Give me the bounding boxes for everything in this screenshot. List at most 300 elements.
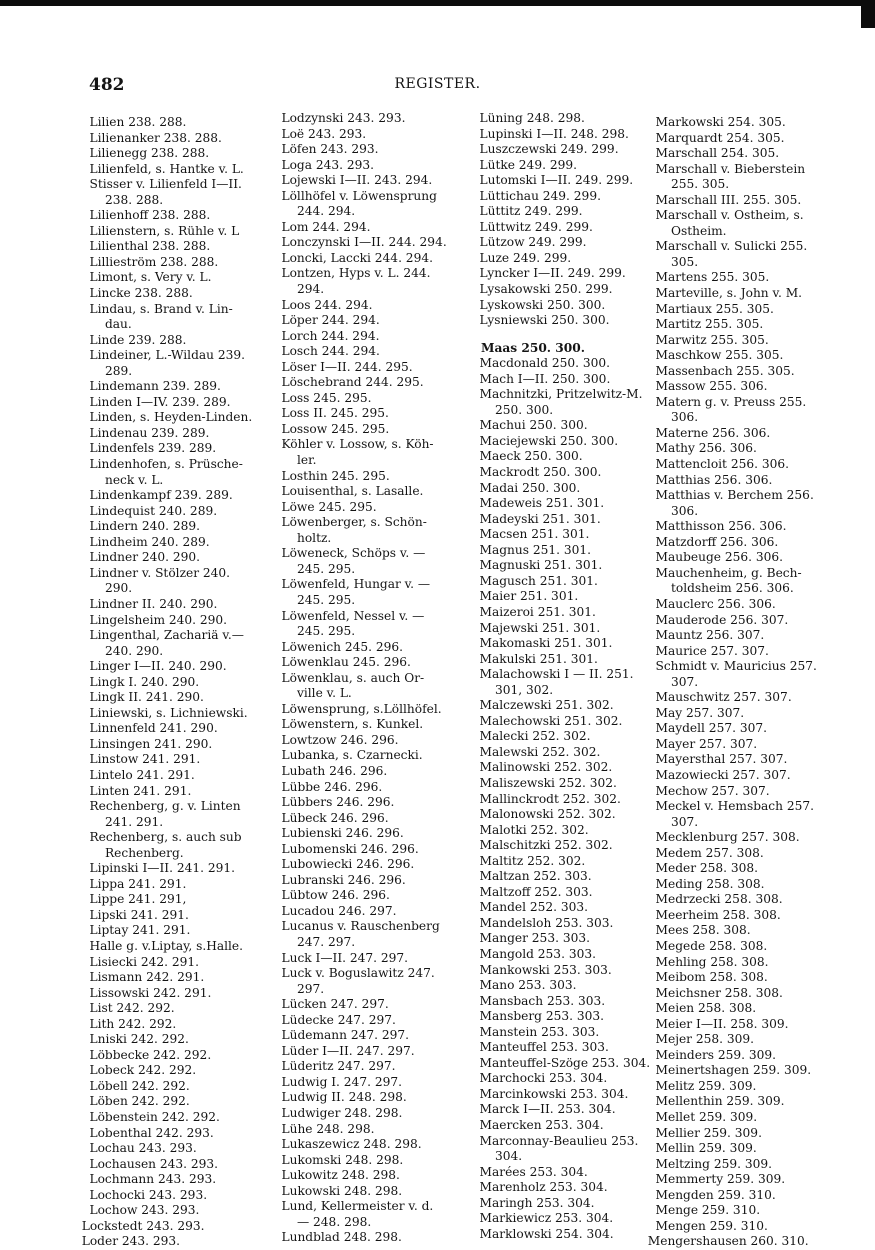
index-entry: Materne 256. 306. — [640, 425, 771, 440]
index-entry: 255. 305. — [640, 177, 730, 192]
index-entry: Meien 258. 308. — [640, 1001, 757, 1016]
index-entry: Löweneck, Schöps v. — — [266, 546, 426, 561]
index-entry: Lochau 243. 293. — [74, 1141, 197, 1156]
index-entry: Lindenkampf 239. 289. — [74, 488, 233, 503]
index-entry: Marschall v. Ostheim, s. — [640, 208, 804, 223]
index-entry: Mackrodt 250. 300. — [464, 465, 602, 480]
index-entry: Meckel v. Hemsbach 257. — [640, 799, 814, 814]
index-entry: Lubath 246. 296. — [266, 763, 388, 778]
index-entry: Marck I—II. 253. 304. — [464, 1102, 616, 1117]
index-entry: Meinertshagen 259. 309. — [640, 1063, 812, 1078]
index-entry: Rechenberg, g. v. Linten — [74, 799, 241, 814]
index-entry: Malonowski 252. 302. — [464, 807, 616, 822]
index-entry: holtz. — [266, 530, 332, 545]
index-entry: Marwitz 255. 305. — [640, 332, 769, 347]
index-entry: Madeyski 251. 301. — [464, 511, 601, 526]
index-entry: Malechowski 251. 302. — [464, 713, 623, 728]
index-entry: Lniski 242. 292. — [74, 1032, 189, 1047]
index-entry: Mauclerc 256. 306. — [640, 596, 776, 611]
index-entry: Schmidt v. Mauricius 257. — [640, 659, 817, 674]
index-entry: Lund, Kellermeister v. d. — [266, 1199, 434, 1214]
index-entry: Majewski 251. 301. — [464, 620, 601, 635]
index-entry: Marconnay-Beaulieu 253. — [464, 1133, 639, 1148]
index-entry: Marschall v. Sulicki 255. — [640, 239, 808, 254]
index-entry: 245. 295. — [266, 592, 356, 607]
index-entry: Lubomenski 246. 296. — [266, 841, 419, 856]
index-entry: Lindeiner, L.-Wildau 239. — [74, 348, 245, 363]
index-entry: Lübtow 246. 296. — [266, 888, 390, 903]
index-entry: Lobenthal 242. 293. — [74, 1125, 214, 1140]
index-entry: Madai 250. 300. — [464, 480, 581, 495]
index-entry: Meichsner 258. 308. — [640, 985, 783, 1000]
index-entry: Lipinski I—II. 241. 291. — [74, 861, 235, 876]
index-entry: Lilien 238. 288. — [74, 115, 187, 129]
index-entry: Lindheim 240. 289. — [74, 534, 210, 549]
index-entry: 244. 294. — [266, 204, 356, 219]
index-column-4 — [640, 115, 818, 1250]
index-entry: Lochmann 243. 293. — [74, 1172, 217, 1187]
index-entry: Lukaszewicz 248. 298. — [266, 1137, 422, 1152]
index-entry: dau. — [74, 317, 132, 332]
index-entry: Maercken 253. 304. — [464, 1118, 604, 1132]
index-column-3 — [464, 111, 649, 1242]
index-entry: Macdonald 250. 300. — [464, 356, 611, 371]
index-entry: Lücken 247. 297. — [266, 997, 389, 1012]
index-entry: Löwenstern, s. Kunkel. — [266, 717, 424, 732]
index-entry: Löllhöfel v. Löwensprung — [266, 188, 437, 203]
index-entry: Makomaski 251. 301. — [464, 636, 613, 651]
index-entry: Lindenau 239. 289. — [74, 425, 210, 440]
index-entry: Löbbecke 242. 292. — [74, 1047, 212, 1062]
index-entry: Lilienfeld, s. Hantke v. L. — [74, 161, 244, 176]
index-entry: List 242. 292. — [74, 1001, 175, 1016]
index-entry: Lowtzow 246. 296. — [266, 732, 399, 747]
index-entry: Ludwiger 248. 298. — [266, 1106, 403, 1120]
index-entry: Malotki 252. 302. — [464, 822, 589, 837]
index-entry: Martitz 255. 305. — [640, 317, 764, 332]
index-entry: Lingk I. 240. 290. — [74, 674, 200, 689]
index-entry: Lilienhoff 238. 288. — [74, 208, 211, 223]
index-entry: Löbell 242. 292. — [74, 1078, 190, 1093]
index-entry: Lupinski I—II. 248. 298. — [464, 126, 629, 141]
index-entry: Marenholz 253. 304. — [464, 1180, 608, 1195]
index-entry: Medem 257. 308. — [640, 845, 764, 860]
index-column-1 — [74, 115, 269, 1250]
index-entry: 307. — [640, 674, 699, 689]
index-entry: Linnenfeld 241. 290. — [74, 721, 218, 736]
index-entry: Mauderode 256. 307. — [640, 612, 789, 627]
index-entry: Luck v. Boguslawitz 247. — [266, 966, 435, 981]
section-gap — [464, 329, 649, 341]
index-entry: Losthin 245. 295. — [266, 468, 390, 483]
index-entry: Mellin 259. 309. — [640, 1141, 757, 1156]
index-entry: Magnuski 251. 301. — [464, 558, 603, 573]
index-entry: Malinowski 252. 302. — [464, 760, 613, 775]
index-entry: Matern g. v. Preuss 255. — [640, 394, 807, 409]
index-entry: Megede 258. 308. — [640, 938, 768, 953]
index-column-2 — [266, 111, 460, 1246]
index-entry: Maas 250. 300. — [464, 340, 585, 355]
index-entry: Linden, s. Heyden-Linden. — [74, 410, 253, 425]
index-entry: Linde 239. 288. — [74, 332, 187, 347]
index-entry: Machnitzki, Pritzelwitz-M. — [464, 387, 643, 402]
index-entry: Loga 243. 293. — [266, 157, 375, 172]
index-entry: Lutomski I—II. 249. 299. — [464, 173, 634, 188]
index-entry: Lojewski I—II. 243. 294. — [266, 173, 433, 188]
index-entry: Lukowitz 248. 298. — [266, 1168, 400, 1183]
index-entry: Melitz 259. 309. — [640, 1078, 757, 1093]
index-entry: Lucadou 246. 297. — [266, 903, 397, 918]
index-entry: Löwensprung, s.Löllhöfel. — [266, 701, 442, 716]
index-entry: Madeweis 251. 301. — [464, 496, 605, 511]
index-entry: Löwenklau, s. auch Or- — [266, 670, 425, 685]
index-entry: Manger 253. 303. — [464, 931, 590, 946]
index-entry: Lüttichau 249. 299. — [464, 188, 601, 203]
index-entry: Lindner II. 240. 290. — [74, 596, 218, 611]
index-entry: Losch 244. 294. — [266, 344, 380, 359]
index-entry: Marklowski 254. 304. — [464, 1226, 614, 1241]
index-entry: 241. 291. — [74, 814, 164, 829]
index-entry: — 248. 298. — [266, 1214, 372, 1229]
index-entry: Maliszewski 252. 302. — [464, 775, 617, 790]
index-entry: Löschebrand 244. 295. — [266, 375, 424, 390]
index-entry: Lubienski 246. 296. — [266, 826, 404, 841]
index-entry: Macsen 251. 301. — [464, 527, 590, 542]
index-entry: Lindenhofen, s. Prüsche- — [74, 457, 243, 472]
index-entry: Löwe 245. 295. — [266, 499, 377, 514]
index-entry: 297. — [266, 981, 325, 996]
index-entry: Lubowiecki 246. 296. — [266, 857, 415, 872]
index-entry: Mejer 258. 309. — [640, 1032, 755, 1047]
index-entry: Mecklenburg 257. 308. — [640, 830, 800, 845]
index-entry: Löser I—II. 244. 295. — [266, 359, 413, 374]
index-entry: Marschall v. Bieberstein — [640, 161, 806, 176]
index-entry: Mengen 259. 310. — [640, 1218, 768, 1233]
index-entry: Löper 244. 294. — [266, 313, 380, 328]
index-entry: Mellier 259. 309. — [640, 1125, 762, 1140]
index-entry: Lukowski 248. 298. — [266, 1183, 403, 1198]
index-entry: Maizeroi 251. 301. — [464, 604, 596, 619]
index-entry: 238. 288. — [74, 192, 164, 207]
index-entry: 289. — [74, 363, 133, 378]
index-entry: 245. 295. — [266, 624, 356, 639]
index-entry: Luze 249. 299. — [464, 250, 572, 265]
index-entry: Löben 242. 292. — [74, 1094, 190, 1109]
index-entry: Mechow 257. 307. — [640, 783, 770, 798]
index-entry: Magusch 251. 301. — [464, 573, 598, 588]
index-entry: Mano 253. 303. — [464, 978, 577, 993]
index-entry: Mayer 257. 307. — [640, 736, 758, 751]
index-entry: Mauntz 256. 307. — [640, 628, 765, 643]
index-entry: Lüttitz 249. 299. — [464, 204, 583, 219]
index-entry: Lucanus v. Rauschenberg — [266, 919, 440, 934]
index-entry: 301, 302. — [464, 682, 554, 697]
index-entry: Lindenfels 239. 289. — [74, 441, 217, 456]
index-entry: Maltitz 252. 302. — [464, 853, 586, 868]
index-entry: Lontzen, Hyps v. L. 244. — [266, 266, 431, 281]
index-entry: Lyncker I—II. 249. 299. — [464, 266, 626, 281]
scan-corner-mark — [861, 0, 875, 28]
index-entry: Lossow 245. 295. — [266, 421, 390, 436]
index-entry: Lockstedt 243. 293. — [74, 1218, 205, 1233]
index-entry: Lilienthal 238. 288. — [74, 239, 211, 254]
index-entry: Manteuffel-Szöge 253. 304. — [464, 1055, 651, 1070]
index-entry: Mazowiecki 257. 307. — [640, 767, 791, 782]
index-entry: Louisenthal, s. Lasalle. — [266, 484, 424, 499]
index-entry: Mengershausen 260. 310. — [640, 1234, 809, 1249]
page-number: 482 — [89, 75, 125, 95]
index-entry: Lüder I—II. 247. 297. — [266, 1043, 415, 1058]
index-entry: Mengden 259. 310. — [640, 1187, 776, 1202]
index-entry: Lüdecke 247. 297. — [266, 1012, 396, 1027]
index-entry: Martiaux 255. 305. — [640, 301, 774, 316]
index-entry: Mach I—II. 250. 300. — [464, 371, 611, 386]
index-entry: Marées 253. 304. — [464, 1164, 588, 1179]
index-entry: Lilienegg 238. 288. — [74, 146, 210, 161]
index-entry: toldsheim 256. 306. — [640, 581, 794, 596]
index-entry: Lingenthal, Zachariä v.— — [74, 628, 244, 643]
index-entry: Lisiecki 242. 291. — [74, 954, 199, 969]
index-entry: Lingk II. 241. 290. — [74, 690, 204, 705]
index-entry: Marteville, s. John v. M. — [640, 286, 803, 301]
index-entry: Malecki 252. 302. — [464, 729, 591, 744]
index-entry: Linsingen 241. 290. — [74, 736, 213, 751]
index-entry: 250. 300. — [464, 402, 554, 417]
index-entry: Malewski 252. 302. — [464, 744, 601, 759]
index-entry: Meder 258. 308. — [640, 861, 759, 876]
index-entry: 290. — [74, 581, 133, 596]
index-entry: Mellenthin 259. 309. — [640, 1094, 785, 1109]
index-entry: Löwenfeld, Hungar v. — — [266, 577, 431, 592]
index-entry: Liniewski, s. Lichniewski. — [74, 705, 248, 720]
index-entry: Linstow 241. 291. — [74, 752, 201, 767]
index-entry: Mathy 256. 306. — [640, 441, 757, 456]
index-entry: Machui 250. 300. — [464, 418, 588, 433]
index-entry: Löwenberger, s. Schön- — [266, 515, 427, 530]
index-entry: Lütke 249. 299. — [464, 157, 577, 172]
index-entry: ville v. L. — [266, 686, 352, 701]
index-entry: Lysakowski 250. 299. — [464, 282, 613, 297]
index-entry: Mellet 259. 309. — [640, 1110, 758, 1124]
index-entry: Mandel 252. 303. — [464, 900, 589, 915]
index-entry: Lukomski 248. 298. — [266, 1152, 404, 1167]
index-entry: Lom 244. 294. — [266, 219, 371, 234]
index-entry: Lüdemann 247. 297. — [266, 1028, 409, 1043]
index-entry: 304. — [464, 1149, 523, 1164]
index-entry: Mauchenheim, g. Bech- — [640, 565, 802, 580]
index-entry: Ostheim. — [640, 223, 727, 238]
index-entry: Lysniewski 250. 300. — [464, 313, 610, 328]
index-entry: Menge 259. 310. — [640, 1203, 761, 1218]
index-entry: Mansberg 253. 303. — [464, 1009, 605, 1024]
index-entry: Matthisson 256. 306. — [640, 519, 787, 534]
index-entry: Mees 258. 308. — [640, 923, 751, 938]
index-entry: Löwenklau 245. 296. — [266, 655, 411, 670]
index-entry: Mandelsloh 253. 303. — [464, 915, 614, 930]
index-entry: Matthias v. Berchem 256. — [640, 488, 814, 503]
index-entry: Lorch 244. 294. — [266, 328, 380, 343]
index-entry: Massenbach 255. 305. — [640, 363, 795, 378]
index-entry: Lübeck 246. 296. — [266, 810, 389, 825]
index-entry: Lubranski 246. 296. — [266, 872, 406, 887]
index-entry: Lübbers 246. 296. — [266, 795, 395, 810]
index-entry: Linger I—II. 240. 290. — [74, 659, 227, 674]
index-entry: Löfen 243. 293. — [266, 142, 379, 157]
index-entry: 294. — [266, 282, 325, 297]
index-entry: Lismann 242. 291. — [74, 970, 205, 985]
index-entry: Mattencloit 256. 306. — [640, 457, 789, 472]
index-entry: Loder 243. 293. — [74, 1234, 181, 1249]
index-entry: Meltzing 259. 309. — [640, 1156, 772, 1171]
index-entry: Lubanka, s. Czarnecki. — [266, 748, 423, 763]
index-entry: Lingelsheim 240. 290. — [74, 612, 228, 627]
index-entry: Loss II. 245. 295. — [266, 406, 389, 421]
index-entry: Mangold 253. 303. — [464, 946, 596, 961]
page-title: REGISTER. — [394, 76, 481, 92]
index-entry: Lith 242. 292. — [74, 1016, 177, 1031]
index-entry: Lintelo 241. 291. — [74, 767, 195, 782]
index-entry: Limont, s. Very v. L. — [74, 270, 212, 285]
index-entry: Loss 245. 295. — [266, 390, 372, 405]
index-entry: 305. — [640, 254, 699, 269]
index-entry: Loos 244. 294. — [266, 297, 373, 312]
index-entry: Marcinkowski 253. 304. — [464, 1086, 629, 1101]
index-entry: Lodzynski 243. 293. — [266, 111, 406, 125]
index-entry: Lüderitz 247. 297. — [266, 1059, 396, 1074]
index-entry: Lonczynski I—II. 244. 294. — [266, 235, 447, 250]
index-entry: Löwenich 245. 296. — [266, 639, 404, 654]
index-entry: Lochocki 243. 293. — [74, 1187, 208, 1202]
index-entry: 247. 297. — [266, 934, 356, 949]
index-entry: Stisser v. Lilienfeld I—II. — [74, 177, 242, 192]
index-entry: Lindau, s. Brand v. Lin- — [74, 301, 233, 316]
index-entry: Maubeuge 256. 306. — [640, 550, 783, 565]
index-entry: 240. 290. — [74, 643, 164, 658]
index-entry: Liptay 241. 291. — [74, 923, 191, 938]
index-entry: Magnus 251. 301. — [464, 542, 592, 557]
index-entry: Meerheim 258. 308. — [640, 907, 781, 922]
index-entry: Mansbach 253. 303. — [464, 993, 606, 1008]
index-entry: Luck I—II. 247. 297. — [266, 950, 409, 965]
index-entry: Halle g. v.Liptay, s.Halle. — [74, 938, 244, 953]
index-entry: Lüttwitz 249. 299. — [464, 219, 593, 234]
index-entry: Marschall 254. 305. — [640, 146, 780, 161]
index-entry: Malachowski I — II. 251. — [464, 667, 634, 682]
index-entry: Loë 243. 293. — [266, 126, 367, 141]
index-entry: Lochausen 243. 293. — [74, 1156, 219, 1171]
index-entry: Markiewicz 253. 304. — [464, 1211, 614, 1226]
index-entry: Lindner v. Stölzer 240. — [74, 565, 231, 580]
index-entry: Mauschwitz 257. 307. — [640, 690, 792, 705]
index-entry: Markowski 254. 305. — [640, 115, 786, 129]
index-entry: Lincke 238. 288. — [74, 286, 193, 301]
index-entry: 245. 295. — [266, 561, 356, 576]
index-entry: Rechenberg. — [74, 845, 184, 860]
index-entry: Maciejewski 250. 300. — [464, 433, 619, 448]
index-entry: Lübbe 246. 296. — [266, 779, 383, 794]
index-entry: Löbenstein 242. 292. — [74, 1110, 220, 1124]
index-entry: Lipski 241. 291. — [74, 907, 189, 922]
index-entry: Lundblad 248. 298. — [266, 1230, 402, 1245]
index-entry: Lippe 241. 291, — [74, 892, 187, 907]
index-entry: Meier I—II. 258. 309. — [640, 1016, 789, 1031]
index-entry: Lühe 248. 298. — [266, 1121, 375, 1136]
index-entry: 306. — [640, 503, 699, 518]
index-entry: Maschkow 255. 305. — [640, 348, 784, 363]
index-entry: Matzdorff 256. 306. — [640, 534, 779, 549]
index-entry: Mallinckrodt 252. 302. — [464, 791, 621, 806]
index-entry: Maydell 257. 307. — [640, 721, 767, 736]
index-entry: Makulski 251. 301. — [464, 651, 598, 666]
index-entry: Lillieström 238. 288. — [74, 254, 219, 269]
index-entry: Köhler v. Lossow, s. Köh- — [266, 437, 434, 452]
index-entry: Lippa 241. 291. — [74, 876, 187, 891]
index-entry: Malschitzki 252. 302. — [464, 838, 613, 853]
index-entry: Lindemann 239. 289. — [74, 379, 221, 394]
index-entry: Mayersthal 257. 307. — [640, 752, 788, 767]
index-entry: Maltzoff 252. 303. — [464, 884, 593, 899]
index-entry: 307. — [640, 814, 699, 829]
index-entry: Lindequist 240. 289. — [74, 503, 218, 518]
index-entry: Lyskowski 250. 300. — [464, 297, 606, 312]
index-entry: Linden I—IV. 239. 289. — [74, 394, 231, 409]
index-entry: Lindern 240. 289. — [74, 519, 201, 534]
index-entry: Manstein 253. 303. — [464, 1024, 600, 1039]
index-entry: 306. — [640, 410, 699, 425]
index-entry: Lissowski 242. 291. — [74, 985, 212, 1000]
index-entry: Lindner 240. 290. — [74, 550, 201, 565]
index-entry: Medrzecki 258. 308. — [640, 892, 783, 907]
index-entry: Lilienstern, s. Rühle v. L — [74, 223, 240, 238]
index-entry: Maurice 257. 307. — [640, 643, 769, 658]
index-entry: Maier 251. 301. — [464, 589, 579, 604]
index-entry: Löwenfeld, Nessel v. — — [266, 608, 425, 623]
index-entry: Marschall III. 255. 305. — [640, 192, 802, 207]
index-entry: Ludwig II. 248. 298. — [266, 1090, 407, 1105]
index-entry: Manteuffel 253. 303. — [464, 1040, 609, 1055]
index-entry: Ludwig I. 247. 297. — [266, 1074, 402, 1089]
index-entry: Lobeck 242. 292. — [74, 1063, 197, 1078]
index-entry: Lützow 249. 299. — [464, 235, 587, 250]
index-entry: ler. — [266, 453, 317, 468]
index-entry: Marchocki 253. 304. — [464, 1071, 608, 1086]
index-entry: Matthias 256. 306. — [640, 472, 773, 487]
index-entry: Lüning 248. 298. — [464, 111, 585, 125]
index-entry: Linten 241. 291. — [74, 783, 192, 798]
index-entry: Maltzan 252. 303. — [464, 869, 592, 884]
index-entry: Mankowski 253. 303. — [464, 962, 612, 977]
scan-top-border — [0, 0, 875, 6]
index-entry: Meinders 259. 309. — [640, 1047, 777, 1062]
index-entry: neck v. L. — [74, 472, 164, 487]
index-entry: Memmerty 259. 309. — [640, 1172, 786, 1187]
index-entry: Martens 255. 305. — [640, 270, 770, 285]
index-entry: Massow 255. 306. — [640, 379, 768, 394]
index-entry: Mehling 258. 308. — [640, 954, 769, 969]
index-entry: Maeck 250. 300. — [464, 449, 583, 464]
index-entry: Malczewski 251. 302. — [464, 698, 614, 713]
index-entry: May 257. 307. — [640, 705, 745, 720]
index-entry: Lilienanker 238. 288. — [74, 130, 222, 145]
index-entry: Marquardt 254. 305. — [640, 130, 785, 145]
index-entry: Maringh 253. 304. — [464, 1195, 595, 1210]
index-entry: Luszczewski 249. 299. — [464, 142, 619, 157]
index-entry: Rechenberg, s. auch sub — [74, 830, 242, 845]
index-entry: Meding 258. 308. — [640, 876, 765, 891]
index-entry: Lochow 243. 293. — [74, 1203, 200, 1218]
index-entry: Meibom 258. 308. — [640, 970, 768, 985]
index-entry: Loncki, Laccki 244. 294. — [266, 250, 433, 265]
